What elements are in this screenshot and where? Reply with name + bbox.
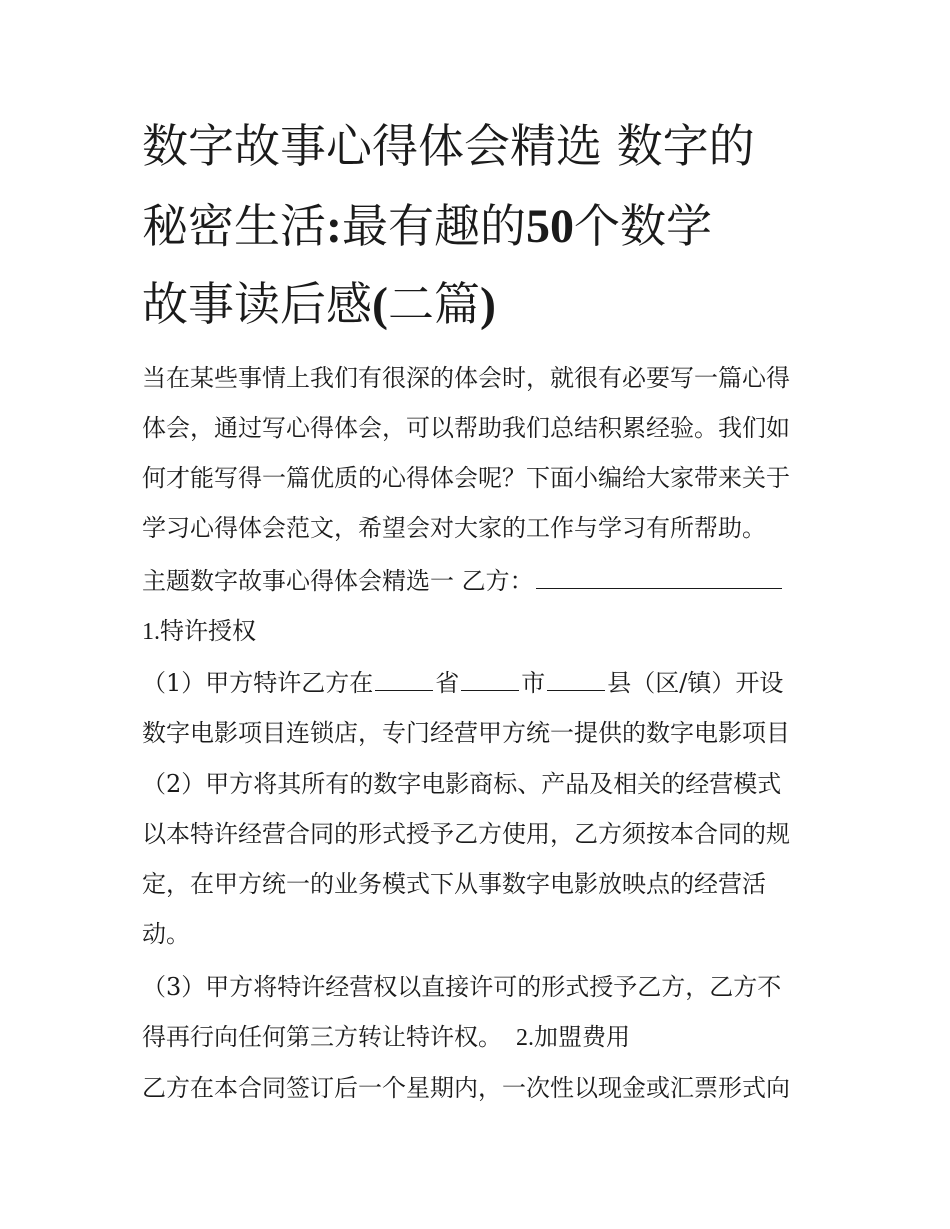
title-line-3-text-a: 故事读后感 — [142, 277, 372, 331]
fee-line-1: 乙方在本合同签订后一个星期内，一次性以现金或汇票形式向 — [142, 1074, 790, 1102]
title-line-2-text-a: 秘密生活 — [142, 199, 326, 253]
title-line-1 — [142, 116, 755, 176]
section-2-title: 加盟费用 — [534, 1023, 630, 1051]
item-3-line-1: （3）甲方将特许经营权以直接许可的形式授予乙方，乙方不 — [142, 973, 782, 1001]
item-2-line-3: 定，在甲方统一的业务模式下从事数字电影放映点的经营活 — [142, 870, 766, 898]
title-line-1-text: 数字故事心得体会精选 数字的 — [142, 119, 755, 173]
intro-line-3: 何才能写得一篇优质的心得体会呢？下面小编给大家带来关于 — [142, 464, 790, 492]
party-b-blank — [536, 564, 782, 589]
item-3-text: 得再行向任何第三方转让特许权。 — [142, 1023, 502, 1051]
intro-line-1: 当在某些事情上我们有很深的体会时，就很有必要写一篇心得 — [142, 364, 790, 392]
item-2-line-1: （2）甲方将其所有的数字电影商标、产品及相关的经营模式 — [142, 770, 782, 798]
title-line-3 — [142, 274, 496, 334]
topic-line — [142, 564, 784, 598]
city-blank — [461, 666, 519, 691]
item-1-text-b: 县（区/镇）开设 — [607, 669, 784, 697]
title-colon: : — [326, 200, 342, 253]
title-paren-open: ( — [372, 278, 388, 331]
section-1-number: 1. — [142, 619, 160, 645]
item-2-line-4: 动。 — [142, 920, 190, 948]
county-blank — [547, 666, 605, 691]
title-line-3-text-b: 二篇 — [387, 277, 480, 331]
item-2-line-2: 以本特许经营合同的形式授予乙方使用，乙方须按本合同的规 — [142, 820, 790, 848]
intro-line-2: 体会，通过写心得体会，可以帮助我们总结积累经验。我们如 — [142, 414, 790, 442]
title-line-2-text-c: 个数学 — [573, 199, 712, 253]
item-1-line-1 — [142, 666, 783, 700]
section-2-number: 2. — [516, 1025, 534, 1051]
title-paren-close: ) — [479, 278, 496, 331]
title-line-2-text-b: 最有趣的 — [341, 199, 526, 253]
item-3-line-2 — [142, 1020, 630, 1054]
item-1-province: 省 — [435, 669, 460, 697]
item-1-line-2: 数字电影项目连锁店，专门经营甲方统一提供的数字电影项目 — [142, 719, 790, 747]
title-line-2 — [142, 196, 712, 256]
province-blank — [375, 666, 433, 691]
title-number: 50 — [525, 200, 574, 253]
item-1-city: 市 — [521, 669, 546, 697]
topic-text: 主题数字故事心得体会精选一 乙方： — [142, 567, 534, 595]
intro-line-4: 学习心得体会范文，希望会对大家的工作与学习有所帮助。 — [142, 514, 766, 542]
section-1-heading — [142, 614, 256, 648]
section-1-title: 特许授权 — [160, 617, 256, 645]
item-1-text-a: （1）甲方特许乙方在 — [142, 669, 374, 697]
